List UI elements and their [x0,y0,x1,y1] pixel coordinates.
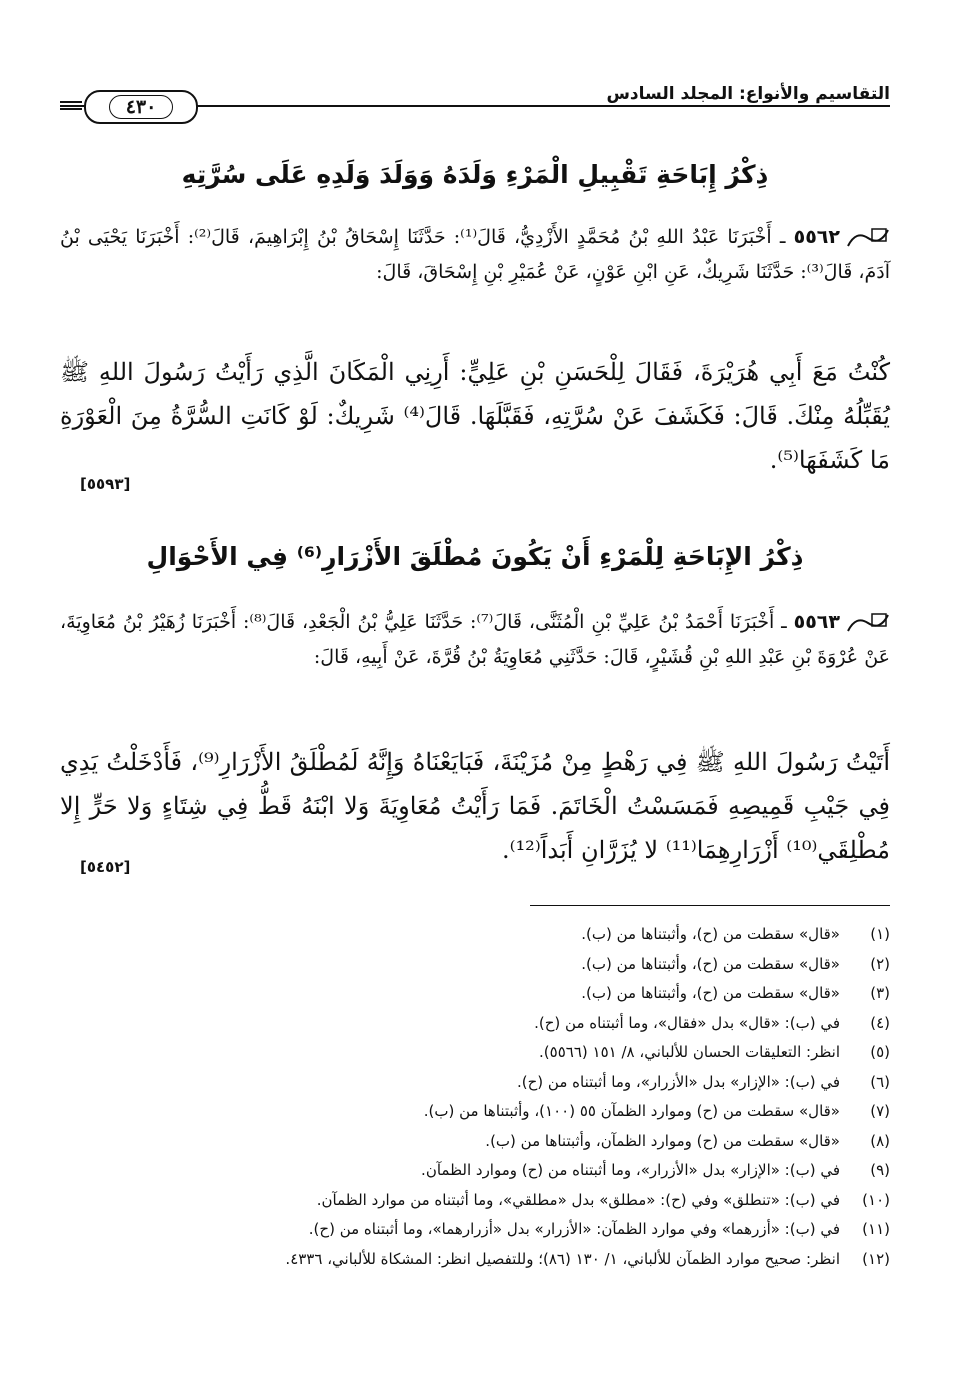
footnote-text: في (ب): «الإزار» بدل «الأزرار»، وما أثبتناه من (ح) وموارد الظمآن. [421,1161,840,1179]
hadith-isnad-2 [60,605,890,675]
page-number: ٤٣٠ [109,95,174,119]
footnote-text: انظر: صحيح موارد الظمآن للألباني، ١/ ١٣٠ (٨٦)؛ وللتفصيل انظر: المشكاة للألباني، ٤٣٣٦. [285,1249,840,1268]
footnote [60,1038,890,1068]
footnote [60,1068,890,1098]
header-double-rule-top [60,101,82,103]
page-number-frame [84,90,198,124]
footnote [60,1245,890,1275]
page-header [60,70,890,120]
footnote-text: «قال» سقطت من (ح)، وأثبتناها من (ب). [581,925,840,943]
footnote-text: انظر: التعليقات الحسان للألباني، ٨/ ١٥١ (٥٥٦٦). [539,1043,840,1061]
footnote-number: (٩) [870,1161,890,1179]
header-title: التقاسيم والأنواع: المجلد السادس [596,84,890,104]
footnote-number: (١) [870,925,890,943]
footnote [60,979,890,1009]
footnote-text: «قال» سقطت من (ح)، وأثبتناها من (ب). [581,984,840,1002]
isnad-text-1: ـ أَخْبَرَنَا عَبْدُ اللهِ بْنُ مُحَمَّدٍ الأَزْدِيُّ، قَالَ⁽¹⁾: حَدَّثَنَا إِسْحَاقُ بْنُ إِبْرَاهِيمَ، قَالَ⁽²⁾: أَخْبَرَنَا يَحْيَى بْنُ آدَمَ، قَالَ⁽³⁾: حَدَّثَنَا شَرِيكٌ، عَنِ ابْنِ عَوْنٍ، عَنْ عُمَيْرِ بْنِ إِسْحَاقَ، قَالَ: [60,226,890,283]
footnote-number: (١١) [862,1220,890,1238]
footnote [60,1127,890,1157]
footnote [60,1009,890,1039]
footnote-number: (٣) [870,984,890,1002]
footnote-text: «قال» سقطت من (ح) وموارد الظمآن ٥٥ (١٠٠)، وأثبتناها من (ب). [423,1102,840,1120]
footnote [60,1186,890,1216]
hadith-text-2: أَتَيْتُ رَسُولَ اللهِ ﷺ فِي رَهْطٍ مِنْ مُزَيْنَةَ، فَبَايَعْنَاهُ وَإِنَّهُ لَمُطْلَقُ الأَزْرَارِ⁽⁹⁾، فَأَدْخَلْتُ يَدِي فِي جَيْبِ قَمِيصِهِ فَمَسَسْتُ الْخَاتَمَ. فَمَا رَأَيْتُ مُعَاوِيَةَ وَلا ابْنَهُ قَطُّ فِي شِتَاءٍ وَلا حَرٍّ إِلا مُطْلِقَي⁽¹⁰⁾ أَزْرَارِهِمَا⁽¹¹⁾ لا يُزَرَّانِ أَبَداً⁽¹²⁾. [60,748,890,864]
footnote [60,1156,890,1186]
section-heading-1: ذِكْرُ إِبَاحَةِ تَقْبِيلِ الْمَرْءِ وَلَدَهُ وَوَلَدَ وَلَدِهِ عَلَى سُرَّتِهِ [181,160,769,189]
footnote [60,950,890,980]
section-heading-2: ذِكْرُ الإِبَاحَةِ لِلْمَرْءِ أَنْ يَكُونَ مُطْلَقَ الأَزْرَارِ⁽⁶⁾ فِي الأَحْوَالِ [146,542,804,571]
footnote-text: «قال» سقطت من (ح) وموارد الظمآن، وأثبتناها من (ب). [485,1131,840,1150]
footnote [60,920,890,950]
footnotes [60,920,890,1274]
footnote [60,1097,890,1127]
footnote-separator [530,905,890,906]
footnote-text: في (ب): «تنطلق» وفي (ح): «مطلق» بدل «مطلقي»، وما أثبتناه من موارد الظمآن. [316,1190,840,1209]
hadith-number-2: ٥٥٦٣ [793,611,840,633]
footnote-number: (٥) [870,1043,890,1061]
footnote-number: (١٠) [862,1190,890,1209]
footnote-number: (٤) [870,1013,890,1032]
footnote-text: «قال» سقطت من (ح)، وأثبتناها من (ب). [581,954,840,973]
footnote-number: (٦) [870,1072,890,1091]
hadith-isnad-1 [60,220,890,290]
header-double-rule-bottom [60,108,82,110]
isnad-text-2: ـ أَخْبَرَنَا أَحْمَدُ بْنُ عَلِيِّ بْنِ الْمُثَنَّى، قَالَ⁽⁷⁾: حَدَّثَنَا عَلِيُّ بْنُ الْجَعْدِ، قَالَ⁽⁸⁾: أَخْبَرَنَا زُهَيْرُ بْنُ مُعَاوِيَةَ، عَنْ عُرْوَةَ بْنِ عَبْدِ اللهِ بْنِ قُشَيْرٍ، قَالَ: حَدَّثَنِي مُعَاوِيَةُ بْنُ قُرَّةَ، عَنْ أَبِيهِ، قَالَ: [60,611,890,668]
book-page [60,60,890,1360]
hadith-ornament-icon [846,226,890,250]
hadith-ornament-icon [846,611,890,635]
hadith-number-1: ٥٥٦٢ [793,226,840,248]
footnote-number: (٨) [870,1131,890,1150]
hadith-text-1: كُنْتُ مَعَ أَبِي هُرَيْرَةَ، فَقَالَ لِلْحَسَنِ بْنِ عَلِيٍّ: أَرِنِي الْمَكَانَ الَّذِي رَأَيْتُ رَسُولَ اللهِ ﷺ يُقَبِّلُهُ مِنْكَ. قَالَ: فَكَشَفَ عَنْ سُرَّتِهِ، فَقَبَّلَهَا. قَالَ⁽⁴⁾ شَرِيكٌ: لَوْ كَانَتِ السُّرَّةُ مِنَ الْعَوْرَةِ مَا كَشَفَهَا⁽⁵⁾. [60,358,890,474]
footnote-text: في (ب): «قال» بدل «فقال»، وما أثبتناه من (ح). [534,1013,840,1032]
cross-reference-1: [٥٥٩٣] [80,475,131,493]
footnote-number: (٧) [870,1102,890,1120]
footnote [60,1215,890,1245]
footnote-number: (١٢) [862,1249,890,1268]
footnote-number: (٢) [870,954,890,973]
footnote-text: في (ب): «أزرهما» وفي موارد الظمآن: «الأزرار» بدل «أزرارهما»، وما أثبتناه من (ح). [308,1220,840,1238]
footnote-text: في (ب): «الإزار» بدل «الأزرار»، وما أثبتناه من (ح). [517,1072,840,1091]
cross-reference-2: [٥٤٥٢] [80,858,131,876]
